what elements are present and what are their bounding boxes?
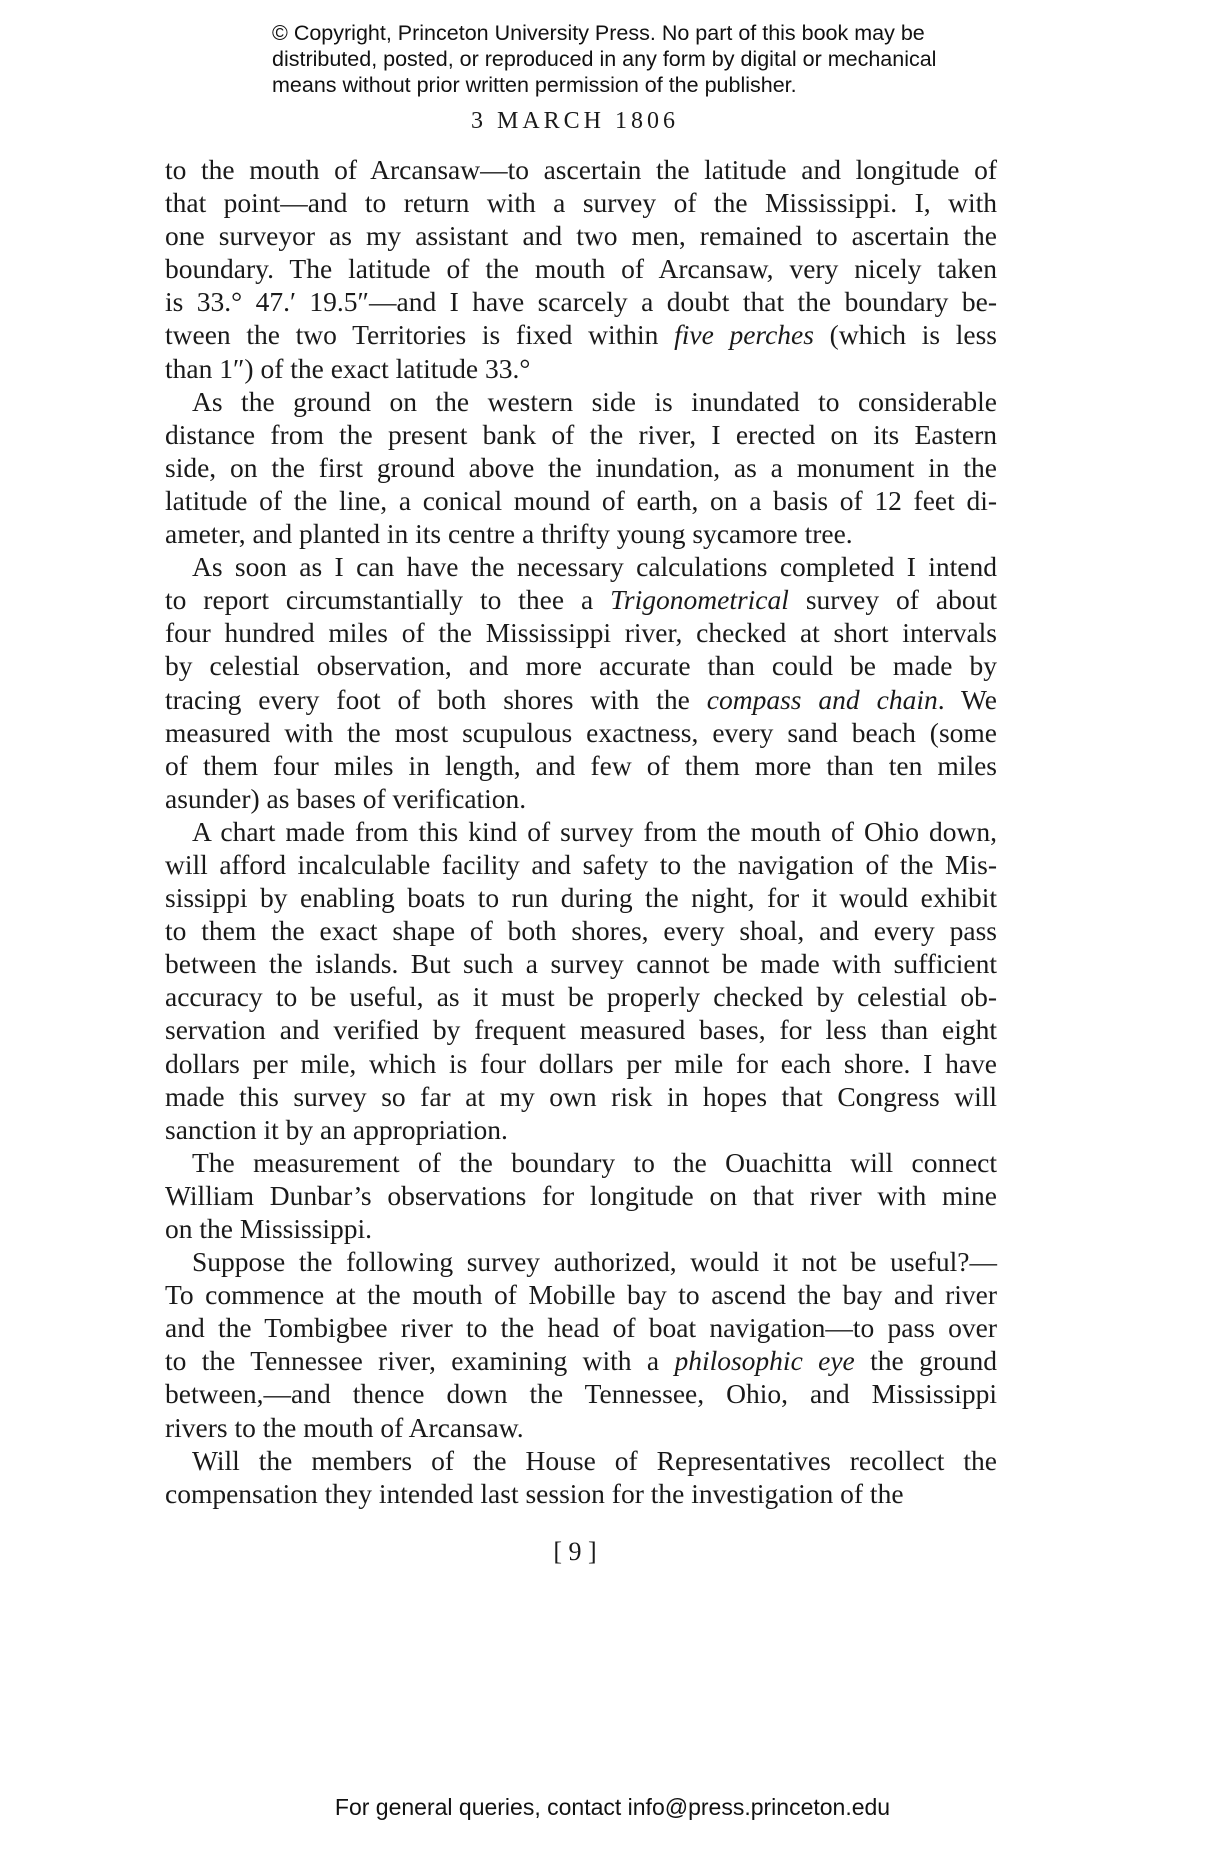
- text-line: [165, 1477, 997, 1510]
- text-line: [165, 1278, 997, 1311]
- text-line: [165, 418, 997, 451]
- text-run: that point—and to return with a survey of the Mississippi. I, with: [165, 187, 997, 219]
- text-run: (which is less: [813, 319, 997, 351]
- text-run: is 33.° 47.′ 19.5″—and I have scarcely a doubt that the boundary be-: [165, 286, 997, 318]
- text-run: four hundred miles of the Mississippi river, checked at short intervals: [165, 617, 997, 649]
- paragraph: [165, 550, 997, 815]
- text-run: accuracy to be useful, as it must be properly checked by celestial ob-: [165, 981, 997, 1013]
- text-run: tween the two Territories is fixed within: [165, 319, 675, 351]
- copyright-line: distributed, posted, or reproduced in any form by digital or mechanical: [272, 47, 937, 71]
- text-line: [165, 385, 997, 418]
- text-line: [165, 881, 997, 914]
- paragraph: [165, 815, 997, 1146]
- text-run: measured with the most scupulous exactness, every sand beach (some: [165, 716, 997, 748]
- text-line: [165, 980, 997, 1013]
- text-run: To commence at the mouth of Mobille bay to ascend the bay and river: [165, 1279, 997, 1311]
- text-run: will afford incalculable facility and safety to the navigation of the Mis-: [165, 848, 997, 880]
- text-run: The measurement of the boundary to the Ouachitta will connect: [192, 1146, 997, 1178]
- text-run: made this survey so far at my own risk in hopes that Congress will: [165, 1080, 997, 1112]
- text-line: [165, 1444, 997, 1477]
- paragraph: [165, 1245, 997, 1444]
- paragraph: [165, 1444, 997, 1510]
- text-line: [165, 947, 997, 980]
- page-number: [ 9 ]: [553, 1537, 597, 1566]
- text-line: [165, 1113, 997, 1146]
- text-run: tracing every foot of both shores with the: [165, 683, 707, 715]
- text-line: [165, 815, 997, 848]
- text-run: by celestial observation, and more accurate than could be made by: [165, 650, 997, 682]
- copyright-line: means without prior written permission of the publisher.: [272, 73, 797, 97]
- text-line: [165, 1377, 997, 1410]
- text-line: [165, 285, 997, 318]
- text-line: [165, 252, 997, 285]
- text-line: [165, 716, 997, 749]
- italic-phrase: compass and chain: [706, 683, 938, 715]
- text-line: [165, 848, 997, 881]
- text-run: survey of about: [788, 584, 997, 616]
- text-run: of them four miles in length, and few of them more than ten miles: [165, 749, 997, 781]
- text-line: [165, 782, 997, 815]
- text-line: [165, 219, 997, 252]
- running-head: 3 MARCH 1806: [470, 108, 680, 134]
- text-line: [165, 1047, 997, 1080]
- text-line: [165, 153, 997, 186]
- text-run: dollars per mile, which is four dollars per mile for each shore. I have: [165, 1047, 997, 1079]
- text-run: sanction it by an appropriation.: [165, 1113, 508, 1145]
- text-line: [165, 1080, 997, 1113]
- text-run: servation and verified by frequent measured bases, for less than eight: [165, 1014, 997, 1046]
- copyright-notice: [272, 20, 992, 98]
- text-run: the ground: [854, 1345, 997, 1377]
- text-run: latitude of the line, a conical mound of earth, on a basis of 12 feet di-: [165, 484, 997, 516]
- text-run: distance from the present bank of the river, I erected on its Eastern: [165, 418, 997, 450]
- text-line: [165, 683, 997, 716]
- text-line: [165, 484, 997, 517]
- text-run: Suppose the following survey authorized, would it not be useful?—: [192, 1246, 997, 1278]
- text-run: A chart made from this kind of survey from the mouth of Ohio down,: [192, 815, 997, 847]
- text-run: . We: [937, 683, 997, 715]
- text-run: sissippi by enabling boats to run during the night, for it would exhibit: [165, 882, 997, 914]
- text-line: [165, 649, 997, 682]
- text-run: boundary. The latitude of the mouth of Arcansaw, very nicely taken: [165, 253, 997, 285]
- text-run: As soon as I can have the necessary calculations completed I intend: [192, 551, 997, 583]
- text-run: compensation they intended last session for the investigation of the: [165, 1477, 904, 1509]
- text-line: [165, 1344, 997, 1377]
- text-run: to the mouth of Arcansaw—to ascertain the latitude and longitude of: [165, 154, 997, 185]
- text-run: ameter, and planted in its centre a thrifty young sycamore tree.: [165, 518, 853, 550]
- text-line: [165, 1179, 997, 1212]
- copyright-line: © Copyright, Princeton University Press. No part of this book may be: [272, 21, 925, 45]
- text-run: to report circumstantially to thee a: [165, 584, 611, 616]
- text-run: Will the members of the House of Representatives recollect the: [192, 1444, 997, 1476]
- text-line: [165, 914, 997, 947]
- text-run: and the Tombigbee river to the head of boat navigation—to pass over: [165, 1312, 997, 1344]
- text-line: [165, 186, 997, 219]
- italic-phrase: philosophic eye: [674, 1345, 855, 1377]
- text-run: than 1″) of the exact latitude 33.°: [165, 352, 531, 384]
- text-run: William Dunbar’s observations for longitude on that river with mine: [165, 1179, 997, 1211]
- text-run: between,—and thence down the Tennessee, Ohio, and Mississippi: [165, 1378, 997, 1410]
- text-line: [165, 616, 997, 649]
- text-line: [165, 318, 997, 351]
- paragraph: [165, 385, 997, 550]
- text-line: [165, 550, 997, 583]
- text-line: [165, 352, 997, 385]
- text-run: rivers to the mouth of Arcansaw.: [165, 1411, 524, 1443]
- text-line: [165, 1245, 997, 1278]
- text-line: [165, 1212, 997, 1245]
- text-line: [165, 1013, 997, 1046]
- text-run: to them the exact shape of both shores, every shoal, and every pass: [165, 915, 997, 947]
- text-run: one surveyor as my assistant and two men, remained to ascertain the: [165, 220, 997, 252]
- text-line: [165, 583, 997, 616]
- text-run: asunder) as bases of verification.: [165, 782, 527, 814]
- text-line: [165, 451, 997, 484]
- italic-phrase: five perches: [674, 319, 814, 351]
- text-line: [165, 1311, 997, 1344]
- text-run: side, on the first ground above the inundation, as a monument in the: [165, 451, 997, 483]
- paragraph: [165, 1146, 997, 1245]
- body-text: [165, 153, 997, 1510]
- text-line: [165, 1411, 997, 1444]
- text-run: on the Mississippi.: [165, 1213, 373, 1244]
- text-line: [165, 1146, 997, 1179]
- paragraph: [165, 153, 997, 385]
- text-line: [165, 749, 997, 782]
- footer-contact: For general queries, contact info@press.princeton.edu: [334, 1794, 891, 1820]
- text-run: to the Tennessee river, examining with a: [165, 1345, 675, 1377]
- text-run: As the ground on the western side is inundated to considerable: [192, 385, 997, 417]
- text-run: between the islands. But such a survey cannot be made with sufficient: [165, 948, 997, 980]
- text-line: [165, 517, 997, 550]
- italic-phrase: Trigonometrical: [610, 584, 789, 616]
